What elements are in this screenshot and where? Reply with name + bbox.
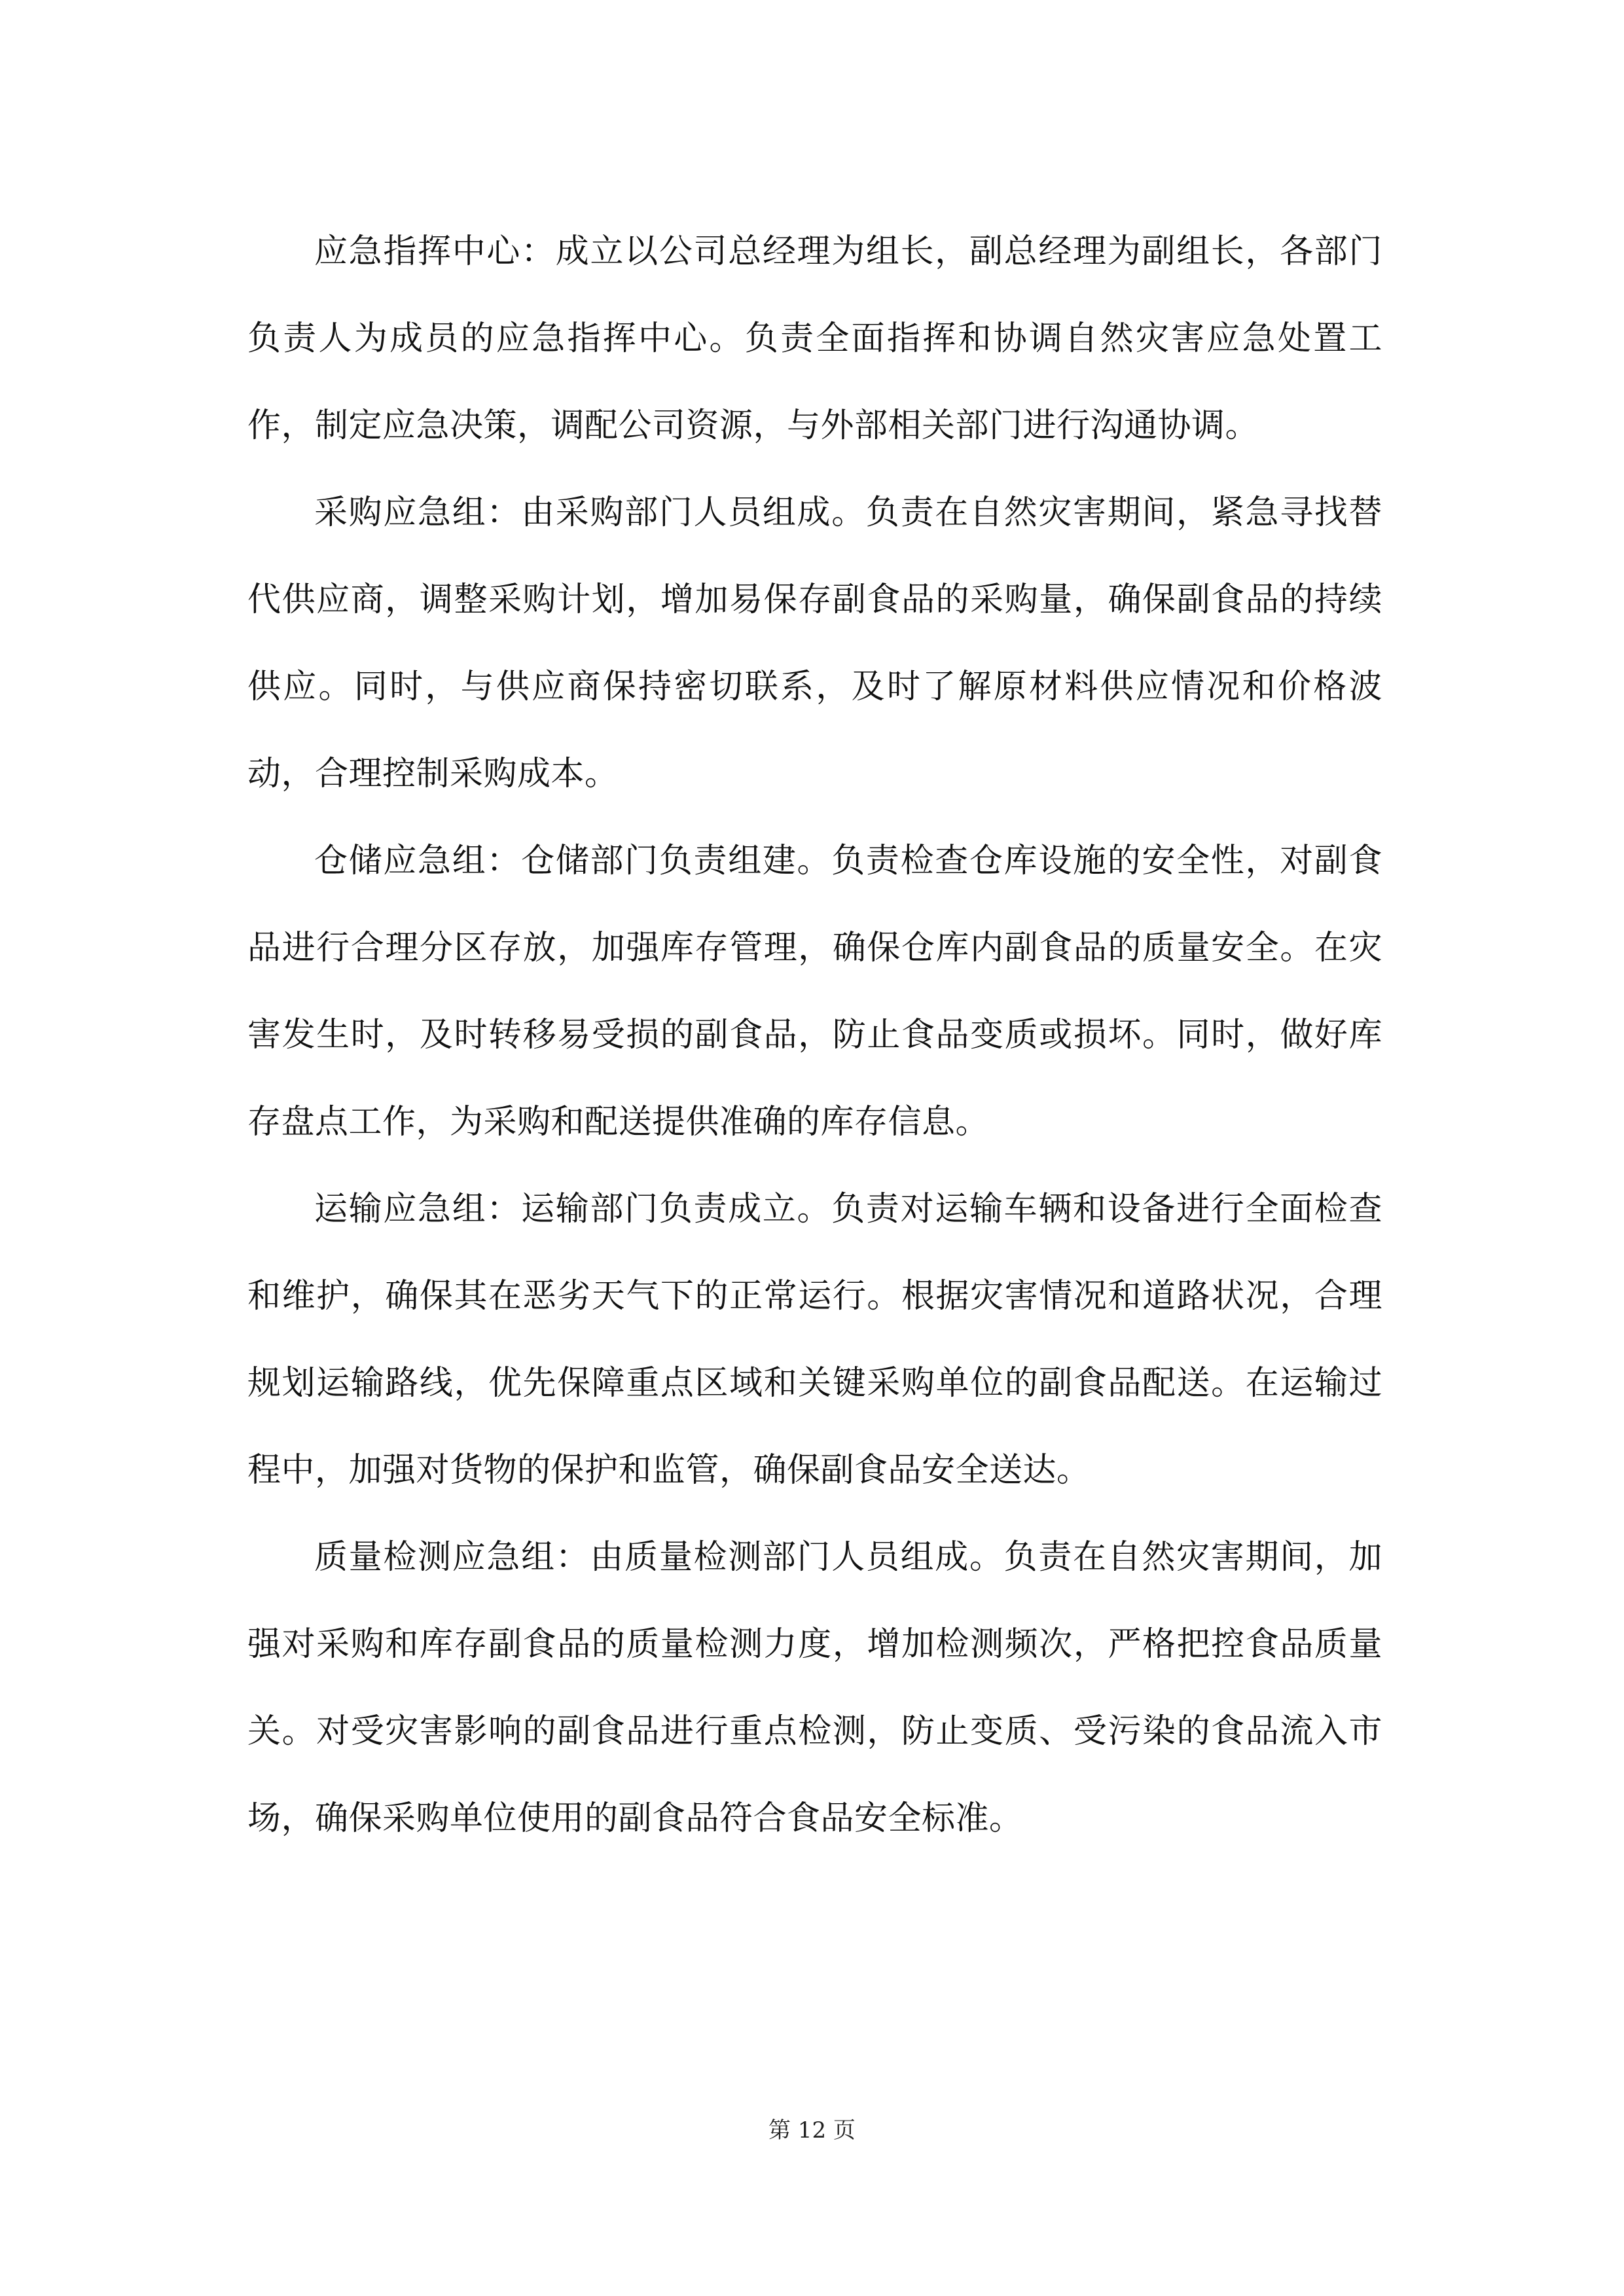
paragraph-transport-group: 运输应急组：运输部门负责成立。负责对运输车辆和设备进行全面检查和维护，确保其在恶劣天气下的正常运行。根据灾害情况和道路状况，合理规划运输路线，优先保障重点区域和关键采购单位的副食品配送。在运输过程中，加强对货物的保护和监管，确保副食品安全送达。: [247, 1190, 1382, 1490]
document-body: [247, 208, 1382, 1862]
page-number: 第 12 页: [768, 2117, 856, 2144]
paragraph-quality-inspection-group: 质量检测应急组：由质量检测部门人员组成。负责在自然灾害期间，加强对采购和库存副食品的质量检测力度，增加检测频次，严格把控食品质量关。对受灾害影响的副食品进行重点检测，防止变质、受污染的食品流入市场，确保采购单位使用的副食品符合食品安全标准。: [247, 1538, 1382, 1838]
paragraph-emergency-command-center: 应急指挥中心：成立以公司总经理为组长，副总经理为副组长，各部门负责人为成员的应急指挥中心。负责全面指挥和协调自然灾害应急处置工作，制定应急决策，调配公司资源，与外部相关部门进行沟通协调。: [247, 232, 1382, 445]
paragraph-storage-group: 仓储应急组：仓储部门负责组建。负责检查仓库设施的安全性，对副食品进行合理分区存放，加强库存管理，确保仓库内副食品的质量安全。在灾害发生时，及时转移易受损的副食品，防止食品变质或损坏。同时，做好库存盘点工作，为采购和配送提供准确的库存信息。: [247, 842, 1382, 1141]
paragraph-procurement-group: 采购应急组：由采购部门人员组成。负责在自然灾害期间，紧急寻找替代供应商，调整采购计划，增加易保存副食品的采购量，确保副食品的持续供应。同时，与供应商保持密切联系，及时了解原材料供应情况和价格波动，合理控制采购成本。: [247, 493, 1382, 793]
